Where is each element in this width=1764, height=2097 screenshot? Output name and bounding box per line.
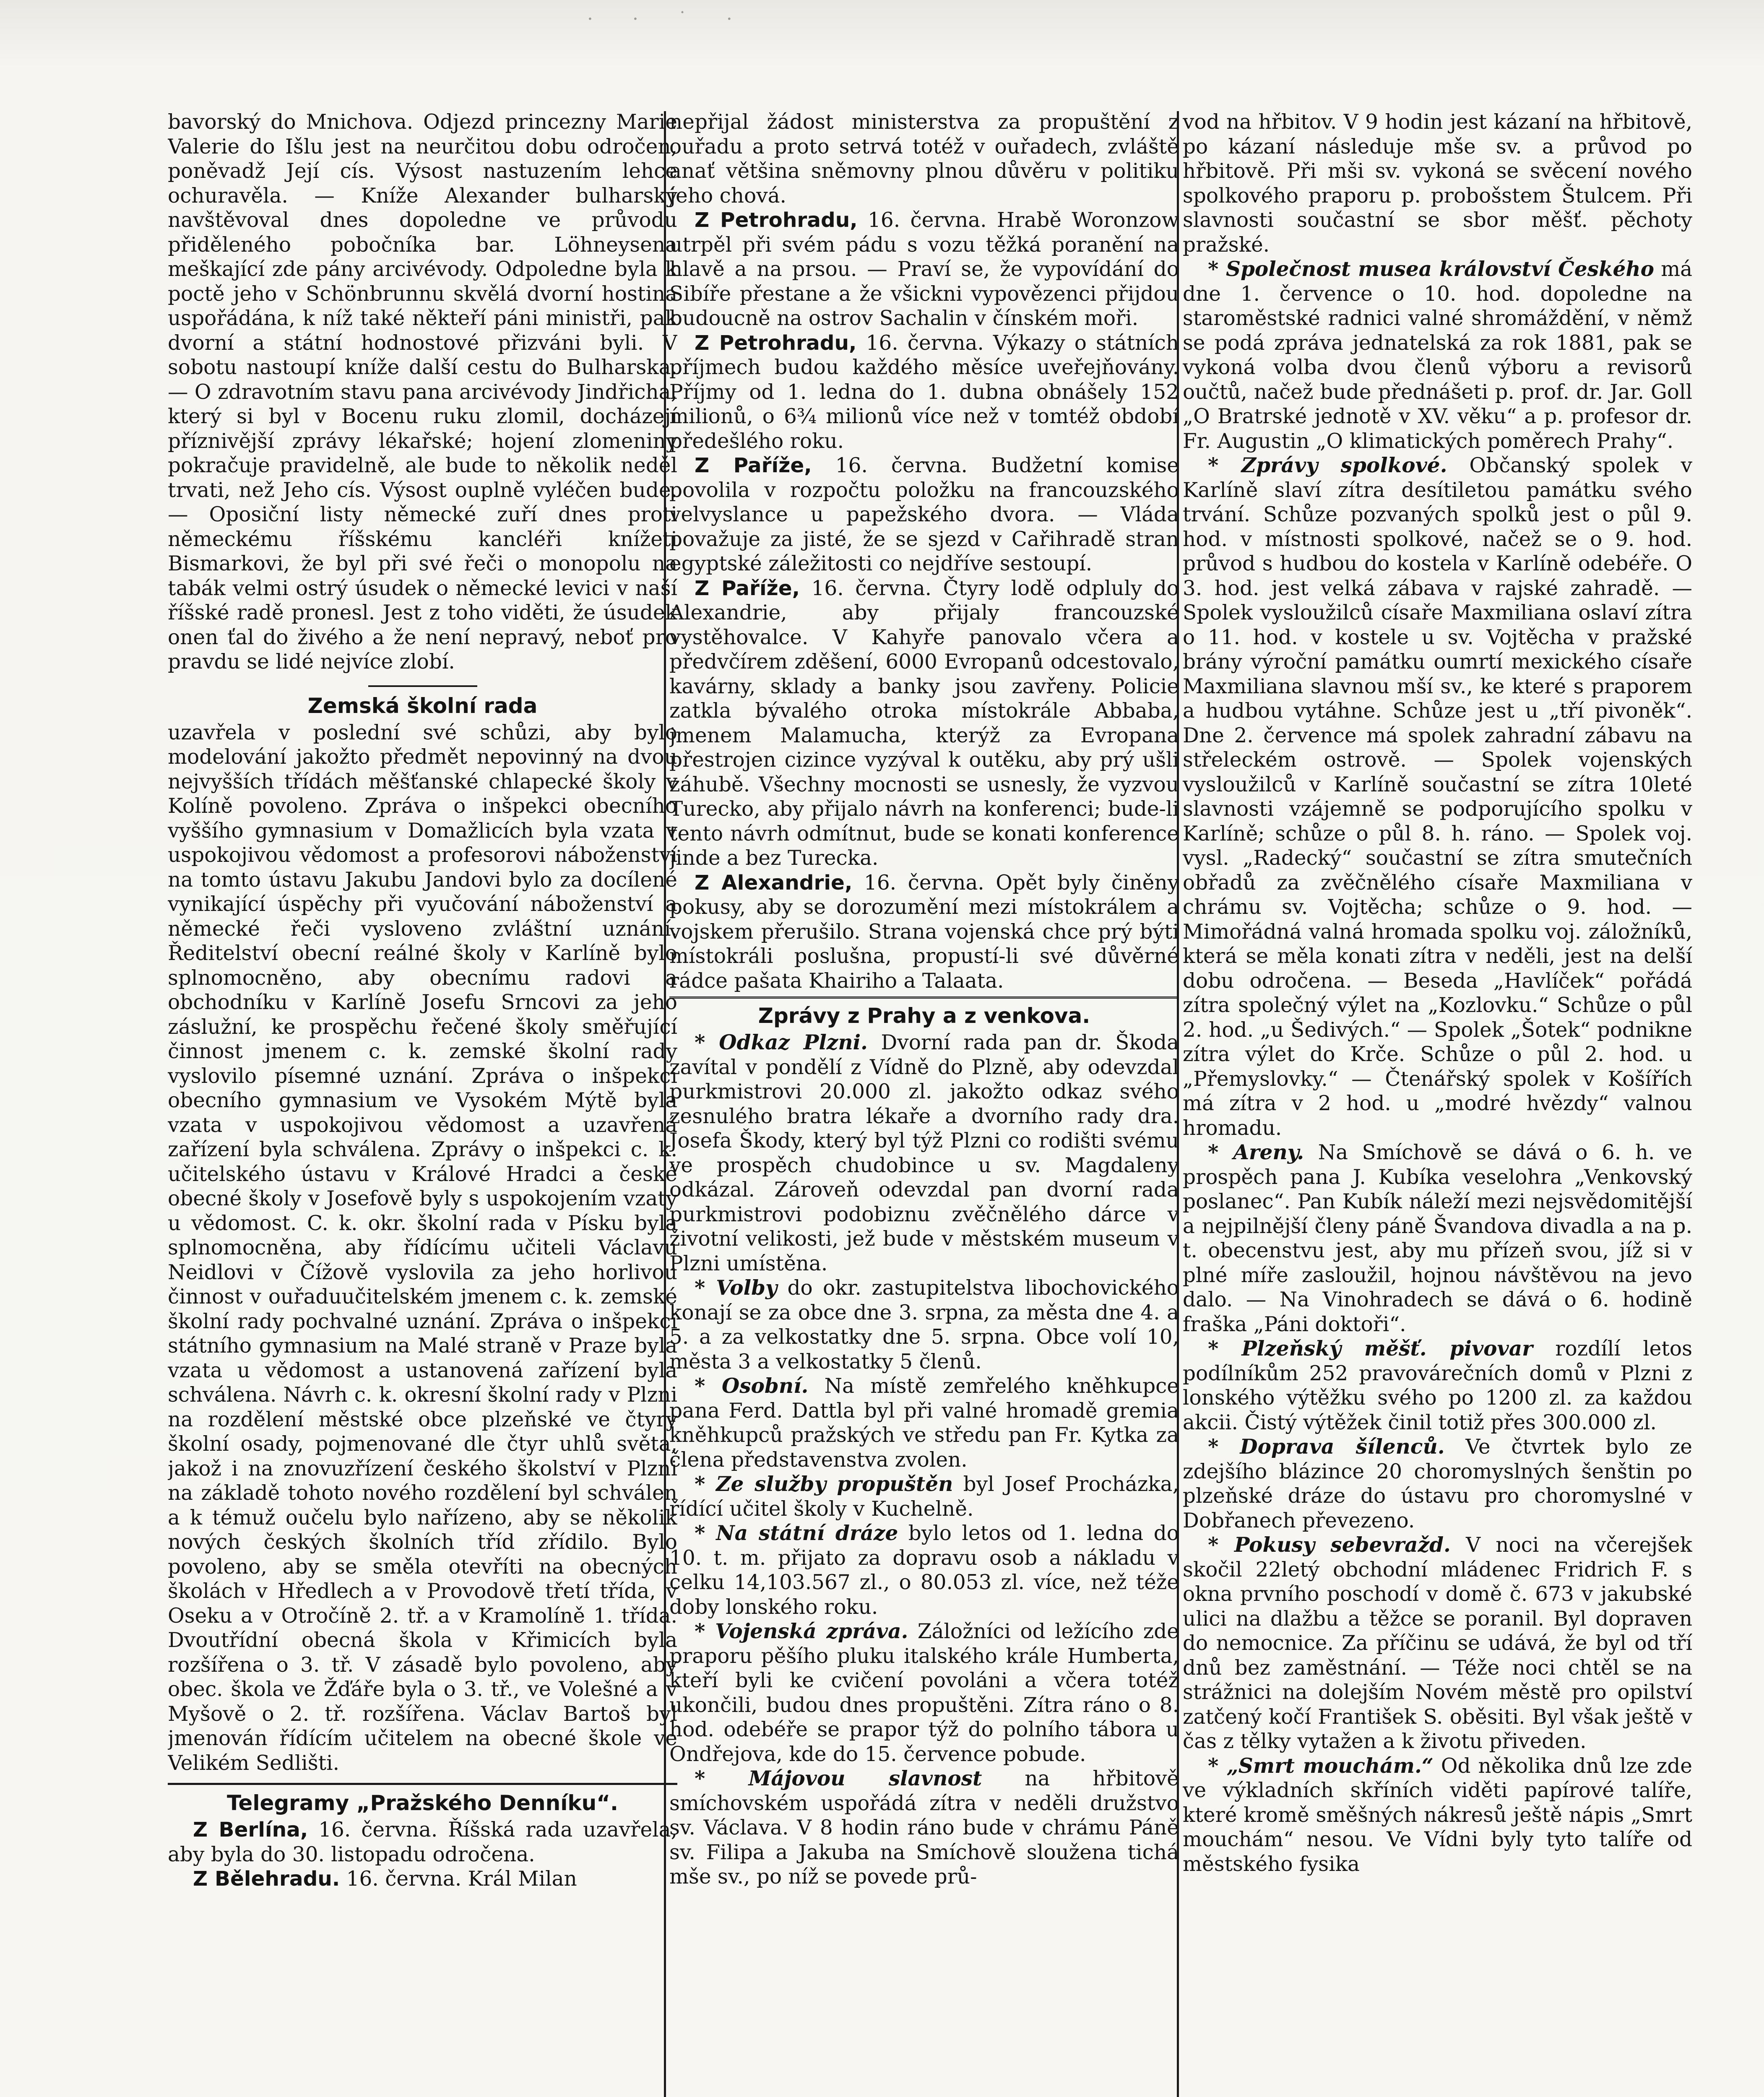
news-smrt-moucham: [1183, 1754, 1692, 1877]
news-text-smrt-moucham: Od několika dnů lze zde ve výkladních skříních viděti papírové talíře, které kromě směšných nákresů ještě nápis „Smrt mouchám“ nesou. Ve Vídni byly tyto talíře od městského fysika: [1183, 1754, 1692, 1876]
news-title-pivovar: * Plzeňský měšť. pivovar: [1208, 1337, 1533, 1361]
article-zemska-skolni-rada: uzavřela v poslední své schůzi, aby bylo modelování jakožto předmět nepovinný na dvou nejvyšších třídách měšťanské chlapecké školy v Kolíně povoleno. Zpráva o inšpekci obecního vyššího gymnasium v Domažlicích byla vzata v uspokojivou vědomost a profesorovi náboženství na tomto ústavu Jakubu Jandovi bylo za docílené vynikající úspěchy při vyučování náboženství a německé řeči vysloveno zvláštní uznání. Ředitelství obecní reálné školy v Karlíně bylo splnomocněno, aby obecnímu radovi a obchodníku v Karlíně Josefu Srncovi za jeho záslužní, ke prospěchu řečené školy směřující činnost jmenem c. k. zemské školní rady vyslovilo písemné uznání. Zpráva o inšpekci obecního gymnasium ve Vysokém Mýtě byla vzata v uspokojivou vědomost a uzavřená zařízení byla schválena. Zprávy o inšpekci c. k. učitelského ústavu v Králové Hradci a české obecné školy v Josefově byly s uspokojením vzaty u vědomost. C. k. okr. školní rada v Písku byla splnomocněna, aby řídícímu učiteli Václavu Neidlovi v Čížově vyslovila za jeho horlivou činnost v ouřaduučitelském jmenem c. k. zemské školní rady pochvalné uznání. Zpráva o inšpekci státního gymnasium na Malé straně v Praze byla vzata u vědomost a ustanovená zařízení byla schválena. Návrh c. k. okresní školní rady v Plzni na rozdělení městské obce plzeňské ve čtyry školní osady, pojmenované dle čtyr uhlů světa, jakož i na znovuzřízení českého školství v Plzni na základě tohoto nového rozdělení byl schválen a k témuž oučelu bylo nařízeno, aby se několik nových českých školních tříd zřídilo. Bylo povoleno, aby se směla otevříti na obecných školách v Hředlech a v Provodově třetí třída, v Oseku a v Otročíně 2. tř. a v Kramolíně 1. třída. Dvoutřídní obecná škola v Křimicích byla rozšířena o 3. tř. V zásadě bylo povoleno, aby obec. škola ve Žďáře byla o 3. tř., ve Volešné a v Myšově o 2. tř. rozšířena. Václav Bartoš byl jmenován řídícím učitelem na obecné škole ve Velikém Sedlišti.: [168, 721, 677, 1775]
news-title-pokusy-sebevrazd: * Pokusy sebevražd.: [1208, 1533, 1451, 1557]
news-odkaz-plzni: [669, 1030, 1179, 1276]
dateline-belehrad: Z Bělehradu.: [193, 1867, 340, 1891]
column-right: [1183, 110, 1692, 2097]
telegram-pariz-1: [669, 453, 1179, 576]
news-title-zpravy-spolkove: * Zprávy spolkové.: [1208, 453, 1447, 477]
telegram-berlin-text: 16. června. Říšská rada uzavřela, aby byla do 30. listopadu odročena.: [168, 1818, 677, 1866]
news-text-pokusy-sebevrazd: V noci na včerejšek skočil 22letý obchodní mládenec Fridrich F. s okna prvního poschodí v domě č. 673 v jakubské ulici na dlažbu a těžce se poranil. Byl dopraven do nemocnice. Za příčinu se udává, že byl od tří dnů bez zaměstnání. — Téže noci chtěl se na strážnici na dolejším Novém městě pro opilství zatčený kočí František S. oběsiti. Byl však ještě v čas z tělky vytažen a k životu přiveden.: [1183, 1533, 1692, 1753]
news-text-odkaz-plzni: Dvorní rada pan dr. Škoda zavítal v pondělí z Vídně do Plzně, aby odevzdal purkmistrovi 20.000 zl. jakožto odkaz svého zesnulého bratra lékaře a dvorního rady dra. Josefa Škody, který byl týž Plzni co rodišti svému ve prospěch chudobince u sv. Magdaleny odkázal. Zároveň odevzdal pan dvorní rada purkmistrovi podobiznu zvěčnělého dárce v životní velikosti, jež bude v městském museum v Plzni umístěna.: [669, 1031, 1179, 1275]
news-text-spolecnost-musea: má dne 1. července o 10. hod. dopoledne na staroměstské radnici valné shromáždění, v němž se podá zpráva jednatelská za rok 1881, pak se vykoná volba dvou členů výboru a revisorů oučtů, načež bude přednášeti p. prof. dr. Jar. Goll „O Bratrské jednotě v XV. věku“ a p. profesor dr. Fr. Augustin „O klimatických poměrech Prahy“.: [1183, 258, 1692, 453]
news-title-spolecnost-musea: * Společnost musea království Českého: [1208, 257, 1654, 281]
news-text-volby: do okr. zastupitelstva libochovického konají se za obce dne 3. srpna, za města dne 4. a 5. a za velkostatky dne 5. srpna. Obce volí 10, města 3 a velkostatky 5 členů.: [669, 1276, 1179, 1374]
news-osobni: [669, 1374, 1179, 1472]
news-pokusy-sebevrazd: [1183, 1533, 1692, 1754]
heading-zpravy-z-prahy: Zprávy z Prahy a z venkova.: [758, 1004, 1090, 1028]
dateline-petrohrad-2: Z Petrohradu,: [695, 331, 857, 355]
news-text-vojenska-zprava: Záložníci od ležícího zde praporu pěšího pluku italského krále Humberta, kteří byli ke cvičení povoláni a včera totéž ukončili, budou dnes propuštěni. Zítra ráno o 8. hod. odebéře se prapor týž do polního tábora u Ondřejova, kde do 15. července pobude.: [669, 1620, 1179, 1766]
news-areny: [1183, 1140, 1692, 1337]
telegram-pariz-2: [669, 576, 1179, 871]
news-spolecnost-musea: [1183, 257, 1692, 453]
news-title-areny: * Areny.: [1208, 1140, 1304, 1164]
telegram-berlin: [168, 1818, 677, 1867]
telegram-alexandrie-text: 16. června. Opět byly činěny pokusy, aby se dorozumění mezi místokrálem a vojskem přerušilo. Strana vojenská chce prý býti místokráli poslušna, propustí-li své důvěrné rádce pašata Khairiho a Talaata.: [669, 871, 1179, 993]
news-title-ze-sluzby: * Ze služby propuštěn: [695, 1472, 953, 1496]
news-pivovar: [1183, 1337, 1692, 1435]
telegram-petrohrad-1-text: 16. června. Hrabě Woronzow utrpěl při svém pádu s vozu těžká poranění na hlavě a na prsou. — Praví se, že vypovídání do Sibíře přestane a že všickni vypovězenci přijdou budoucně na ostrov Sachalin v čínském moři.: [669, 208, 1179, 330]
telegram-petrohrad-2-text: 16. června. Výkazy o státních příjmech budou každého měsíce uveřejňovány. Příjmy od 1. ledna do 1. dubna obnášely 152 milionů, o 6¾ milionů více než v tomtéž období předešlého roku.: [669, 331, 1179, 453]
news-vojenska-zprava: [669, 1619, 1179, 1767]
telegram-pariz-2-text: 16. června. Čtyry lodě odpluly do Alexandrie, aby přijaly francouzské vystěhovalce. V Kahyře panovalo včera a předvčírem zděšení, 6000 Evropanů odcestovalo, kavárny, sklady a banky jsou zavřeny. Policie zatkla bývalého otroka místokrále Abbaba, jmenem Malamucha, kterýž za Evropana přestrojen cizince vyzýval k outěku, aby prý ušli záhubě. Všechny mocnosti se usnesly, že vyzvou Turecko, aby přijalo návrh na konferenci; bude-li tento návrh odmítnut, bude se konati konference jinde a bez Turecka.: [669, 576, 1179, 870]
telegram-belehrad-text: 16. června. Král Milan: [346, 1867, 577, 1891]
dateline-berlin: Z Berlína,: [193, 1818, 308, 1842]
news-text-majova-slavnost: na hřbitově smíchovském uspořádá zítra v neděli družstvo sv. Václava. V 8 hodin ráno bude v chrámu Páně sv. Filipa a Jakuba na Smíchově sloužena tichá mše sv., po níž se povede prů-: [669, 1767, 1179, 1889]
telegram-petrohrad-2: [669, 331, 1179, 454]
news-doprava-silencu: [1183, 1435, 1692, 1533]
news-text-doprava-silencu: Ve čtvrtek bylo ze zdejšího blázince 20 choromyslných šenštin po plzeňské dráze do ústavu pro choromyslné v Dobřanech převezeno.: [1183, 1435, 1692, 1532]
news-title-majova-slavnost: * Májovou slavnost: [695, 1767, 982, 1790]
dateline-petrohrad-1: Z Petrohradu,: [695, 208, 858, 232]
news-title-odkaz-plzni: * Odkaz Plzni.: [695, 1030, 868, 1054]
news-text-pivovar: rozdílí letos podílníkům 252 pravovárečních domů v Plzni z lonského výtěžku svého po 1200 zl. za každou akcii. Čistý výtěžek činil totiž přes 300.000 zl.: [1183, 1337, 1692, 1434]
news-continuation: vod na hřbitov. V 9 hodin jest kázaní na hřbitově, po kázaní následuje mše sv. a průvod po hřbitově. Při mši sv. vykoná se svěcení nového spolkového praporu p. probošstem Štulcem. Při slavnosti součastní se sbor měšť. pěchoty pražské.: [1183, 110, 1692, 257]
top-margin-specks: · · ˙ ·: [587, 8, 749, 30]
news-zpravy-spolkove: [1183, 453, 1692, 1140]
news-ze-sluzby: [669, 1472, 1179, 1521]
news-text-osobni: Na místě zemřelého kněhkupce pana Ferd. Dattla byl při valné hromadě gremia kněhkupců pražských ve středu pan Fr. Kytka za člena představenstva zvolen.: [669, 1374, 1179, 1472]
news-text-zpravy-spolkove: Občanský spolek v Karlíně slaví zítra desítiletou památku svého trvání. Schůze pozvaných spolků jest o půl 9. hod. v místnosti spolkové, načež se o 9. hod. průvod s hudbou do kostela v Karlíně odebéře. O 3. hod. jest velká zábava v rajské zahradě. — Spolek vysloužilců císaře Maxmiliana oslaví zítra o 11. hod. v kostele u sv. Vojtěcha v pražské brány výroční památku oumrtí mexického císaře Maxmiliana slavnou mší sv., ke které s praporem a hudbou vytáhne. Schůze jest u „tří pivoněk“. Dne 2. července má spolek zahradní zábavu na střeleckém ostrově. — Spolek vojenských vysloužilců v Karlíně součastní se zítra 10leté slavnosti vzájemně se podporujícího spolku v Karlíně; schůze o půl 8. h. ráno. — Spolek voj. vysl. „Radecký“ součastní se zítra smutečních obřadů za zvěčnělého císaře Maxmiliana v chrámu sv. Vojtěcha; schůze o 9. hod. — Mimořádná valná hromada spolku voj. záložníků, která se měla konati zítra v neděli, jest na delší dobu odročena. — Beseda „Havlíček“ pořádá zítra společný výlet na „Kozlovku.“ Schůze o půl 2. hod. „u Šedivých.“ — Spolek „Šotek“ podnikne zítra výlet do Krče. Schůze o půl 2. hod. u „Přemyslovky.“ — Čtenářský spolek v Košířích má zítra v 2 hod. u „modré hvězdy“ valnou hromadu.: [1183, 454, 1692, 1140]
dateline-pariz-1: Z Paříže,: [695, 454, 812, 477]
telegram-alexandrie: [669, 871, 1179, 999]
news-statni-draha: [669, 1521, 1179, 1619]
column-middle: [669, 110, 1179, 2097]
news-title-volby: * Volby: [695, 1276, 778, 1300]
news-text-ze-sluzby: byl Josef Procházka, řídící učitel školy v Kuchelně.: [669, 1473, 1179, 1521]
news-title-osobni: * Osobní.: [695, 1374, 809, 1398]
news-title-doprava-silencu: * Doprava šílenců.: [1208, 1435, 1445, 1459]
telegram-pariz-1-text: 16. června. Budžetní komise povolila v rozpočtu položku na francouzského velvyslance u papežského dvora. — Vláda považuje za jisté, že se sjezd v Cařihradě stran egyptské záležitosti co nejdříve sestoupí.: [669, 454, 1179, 575]
news-title-vojenska-zprava: * Vojenská zpráva.: [695, 1619, 908, 1643]
column-left: [168, 110, 677, 2097]
article-bavorsky: bavorský do Mnichova. Odjezd princezny Marie Valerie do Išlu jest na neurčitou dobu odročen, poněvadž Její cís. Výsost nastuzením lehce ochuravěla. — Kníže Alexander bulharský navštěvoval dnes dopoledne ve průvodu přiděleného pobočníka bar. Löhneysena meškající zde pány arcivévody. Odpoledne byla k poctě jeho v Schönbrunnu skvělá dvorní hostina uspořádána, k níž také někteří páni ministři, pak dvorní a státní hodnostové přizváni byli. V sobotu nastoupí kníže další cestu do Bulharska. — O zdravotním stavu pana arcivévody Jindřicha, který si byl v Bocenu ruku zlomil, docházejí příznivější zprávy lékařské; hojení zlomeniny pokračuje pravidelně, ale bude to několik neděl trvati, než Jeho cís. Výsost ouplně vyléčen bude. — Oposiční listy německé zuří dnes proti německému říšskému kancléři knížeti Bismarkovi, že byl při své řeči o monopolu na tabák velmi ostrý úsudek o německé levici v naší říšské radě pronesl. Jest z toho viděti, že úsudek onen ťal do živého a že není nepravý, neboť pro pravdu se lidé nejvíce zlobí.: [168, 110, 677, 674]
telegram-belehrad: [168, 1867, 677, 1891]
news-text-statni-draha: bylo letos od 1. ledna do 10. t. m. přijato za dopravu osob a nákladu v celku 14,103.567 zl., o 80.053 zl. více, než téže doby lonského roku.: [669, 1522, 1179, 1619]
dateline-alexandrie: Z Alexandrie,: [695, 871, 853, 895]
news-title-statni-draha: * Na státní dráze: [695, 1521, 898, 1545]
heading-zemska-skolni-rada: Zemská školní rada: [307, 693, 538, 718]
dateline-pariz-2: Z Paříže,: [695, 576, 800, 600]
news-volby: [669, 1276, 1179, 1374]
news-majova-slavnost: [669, 1767, 1179, 1889]
news-text-areny: Na Smíchově se dává o 6. h. ve prospěch pana J. Kubíka veselohra „Venkovský poslanec“. Pan Kubík náleží mezi nejsvědomitější a nejpilnější členy páně Švandova divadla a na p. t. obecenstvu jest, aby mu přízeň svou, jíž si v plné míře zasloužil, hojnou návštěvou na jevo dalo. — Na Vinohradech se dává o 6. hodině fraška „Páni doktoři“.: [1183, 1141, 1692, 1336]
heading-telegramy: Telegramy „Pražského Denníku“.: [168, 1783, 677, 1816]
section-divider: [368, 685, 477, 687]
telegram-petrohrad-1: [669, 208, 1179, 331]
telegram-continuation: nepřijal žádost ministerstva za propuštění z ouřadu a proto setrvá totéž v ouřadech, zvláště anať většina sněmovny plnou důvěru v politiku jeho chová.: [669, 110, 1179, 208]
news-title-smrt-moucham: * „Smrt mouchám.“: [1208, 1754, 1434, 1778]
